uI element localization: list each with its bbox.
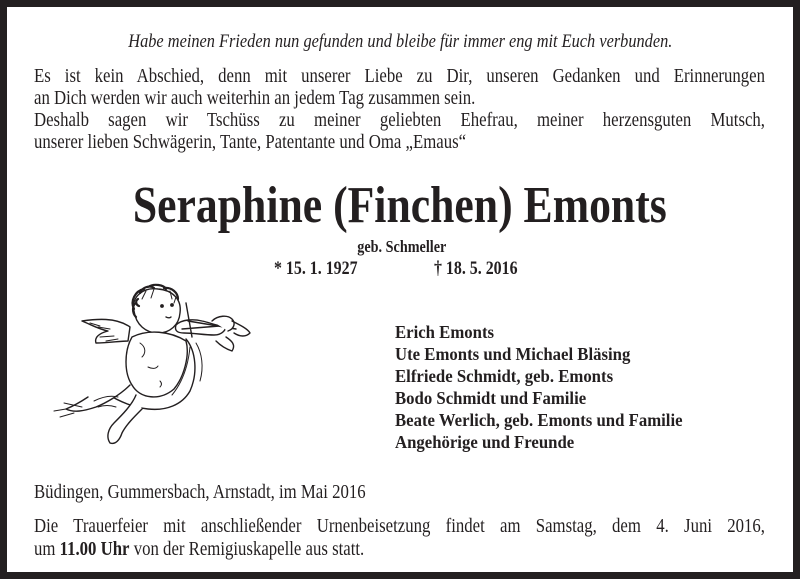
service-line: Die Trauerfeier mit anschließender Urnenbeisetzung findet am Samstag, dem 4. Juni 2016, — [34, 516, 765, 537]
angel-violin-icon — [36, 281, 256, 449]
maiden-name-text: geb. Schmeller — [356, 237, 447, 256]
service-time: 11.00 Uhr — [59, 539, 130, 560]
motto — [0, 32, 800, 51]
paragraph-line: Deshalb sagen wir Tschüss zu meiner geliebten Ehefrau, meiner herzensguten Mutsch, — [34, 110, 765, 131]
paragraph-line: Es ist kein Abschied, denn mit unserer Liebe zu Dir, unseren Gedanken und Erinnerungen — [34, 66, 765, 87]
mourner: Ute Emonts und Michael Bläsing — [395, 344, 631, 364]
deceased-name — [0, 177, 800, 234]
service-line — [34, 538, 765, 561]
motto-text: Habe meinen Frieden nun gefunden und bleibe für immer eng mit Euch verbunden. — [127, 31, 673, 52]
service-prefix: um — [34, 539, 60, 560]
deceased-name-text: Seraphine (Finchen) Emonts — [133, 177, 667, 234]
mourner: Elfriede Schmidt, geb. Emonts — [395, 366, 614, 386]
paragraph-line: an Dich werden wir auch weiterhin an jedem Tag zusammen sein. — [34, 88, 476, 109]
birth-date: * 15. 1. 1927 — [274, 259, 358, 279]
death-date: † 18. 5. 2016 — [434, 259, 518, 279]
maiden-name — [0, 239, 800, 256]
mourners-list — [395, 321, 683, 453]
mourner: Bodo Schmidt und Familie — [395, 388, 587, 408]
paragraph-line: unserer lieben Schwägerin, Tante, Patentante und Oma „Emaus“ — [34, 132, 467, 153]
mourner: Erich Emonts — [395, 322, 495, 342]
service-info — [34, 515, 765, 561]
service-suffix: von der Remigiuskapelle aus statt. — [129, 539, 365, 560]
place-and-date: Büdingen, Gummersbach, Arnstadt, im Mai 2016 — [34, 482, 366, 503]
mourner: Beate Werlich, geb. Emonts und Familie — [395, 410, 683, 430]
mourner: Angehörige und Freunde — [395, 432, 575, 452]
farewell-paragraph — [34, 66, 765, 154]
